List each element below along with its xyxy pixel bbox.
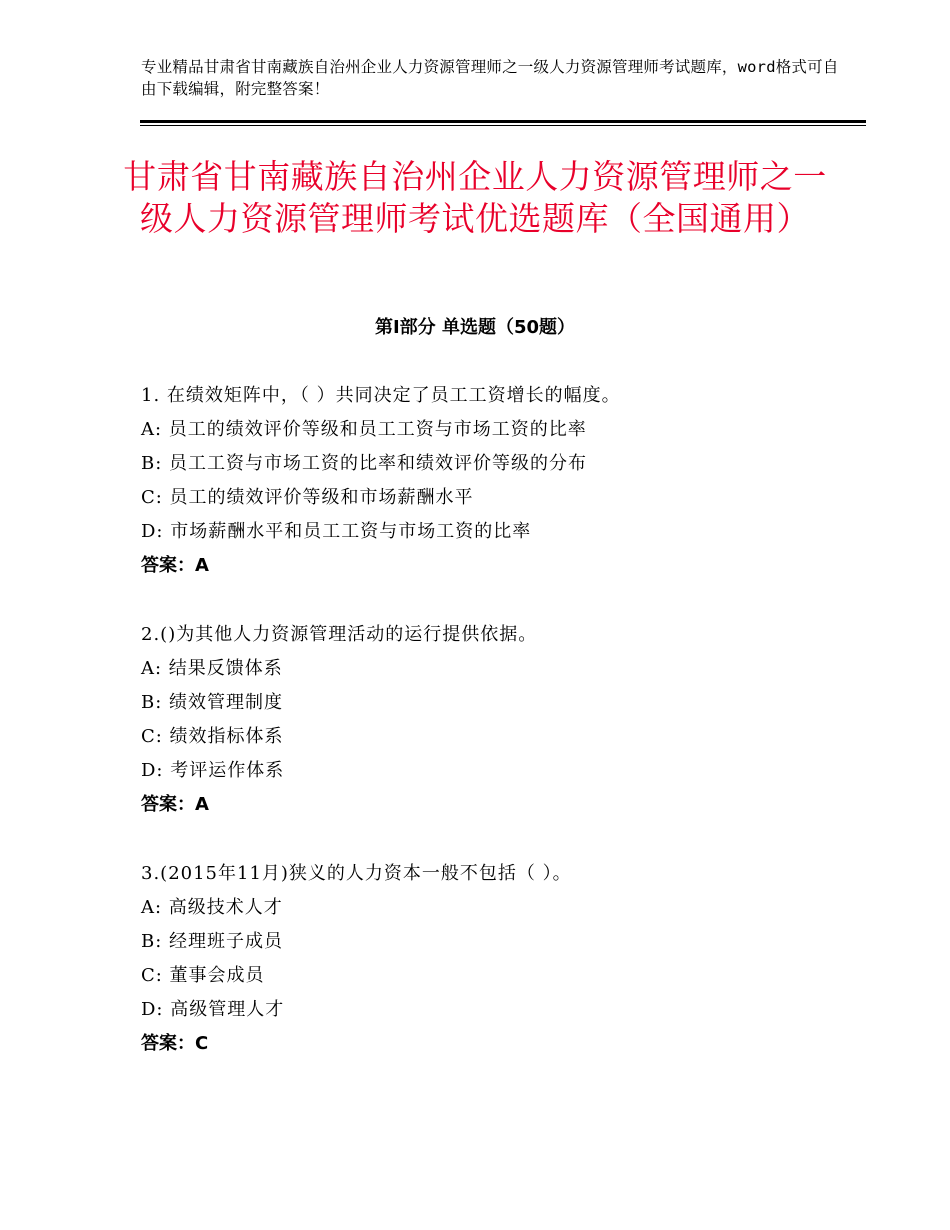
- option-c: C: 董事会成员: [141, 965, 265, 986]
- header-divider-thick: [140, 120, 866, 123]
- option-a: A: 员工的绩效评价等级和员工工资与市场工资的比率: [141, 419, 587, 440]
- question-1: [141, 379, 861, 583]
- option-d: D: 考评运作体系: [141, 760, 285, 781]
- option-c: C: 绩效指标体系: [141, 726, 284, 747]
- option-b: B: 绩效管理制度: [141, 692, 284, 713]
- option-a: A: 高级技术人才: [141, 897, 283, 918]
- option-a: A: 结果反馈体系: [141, 658, 283, 679]
- option-c: C: 员工的绩效评价等级和市场薪酬水平: [141, 487, 474, 508]
- section-heading: 第Ⅰ部分 单选题（50题）: [374, 317, 575, 338]
- answer: 答案：C: [141, 1033, 209, 1054]
- option-d: D: 市场薪酬水平和员工工资与市场工资的比率: [141, 521, 532, 542]
- option-b: B: 经理班子成员: [141, 931, 284, 952]
- question-stem: 3.(2015年11月)狭义的人力资本一般不包括（ ）。: [141, 863, 572, 884]
- question-3: [141, 857, 861, 1061]
- option-b: B: 员工工资与市场工资的比率和绩效评价等级的分布: [141, 453, 588, 474]
- option-d: D: 高级管理人才: [141, 999, 285, 1020]
- header-divider-thin: [140, 125, 866, 126]
- document-title: 甘肃省甘南藏族自治州企业人力资源管理师之一级人力资源管理师考试优选题库（全国通用）: [123, 157, 827, 238]
- answer: 答案：A: [141, 555, 209, 576]
- question-stem: 2.()为其他人力资源管理活动的运行提供依据。: [141, 624, 538, 645]
- header-note: 专业精品甘肃省甘南藏族自治州企业人力资源管理师之一级人力资源管理师考试题库，word格式可自由下载编辑，附完整答案！: [141, 58, 839, 98]
- question-stem: 1. 在绩效矩阵中，（ ）共同决定了员工工资增长的幅度。: [141, 385, 621, 406]
- question-2: [141, 618, 861, 822]
- answer: 答案：A: [141, 794, 209, 815]
